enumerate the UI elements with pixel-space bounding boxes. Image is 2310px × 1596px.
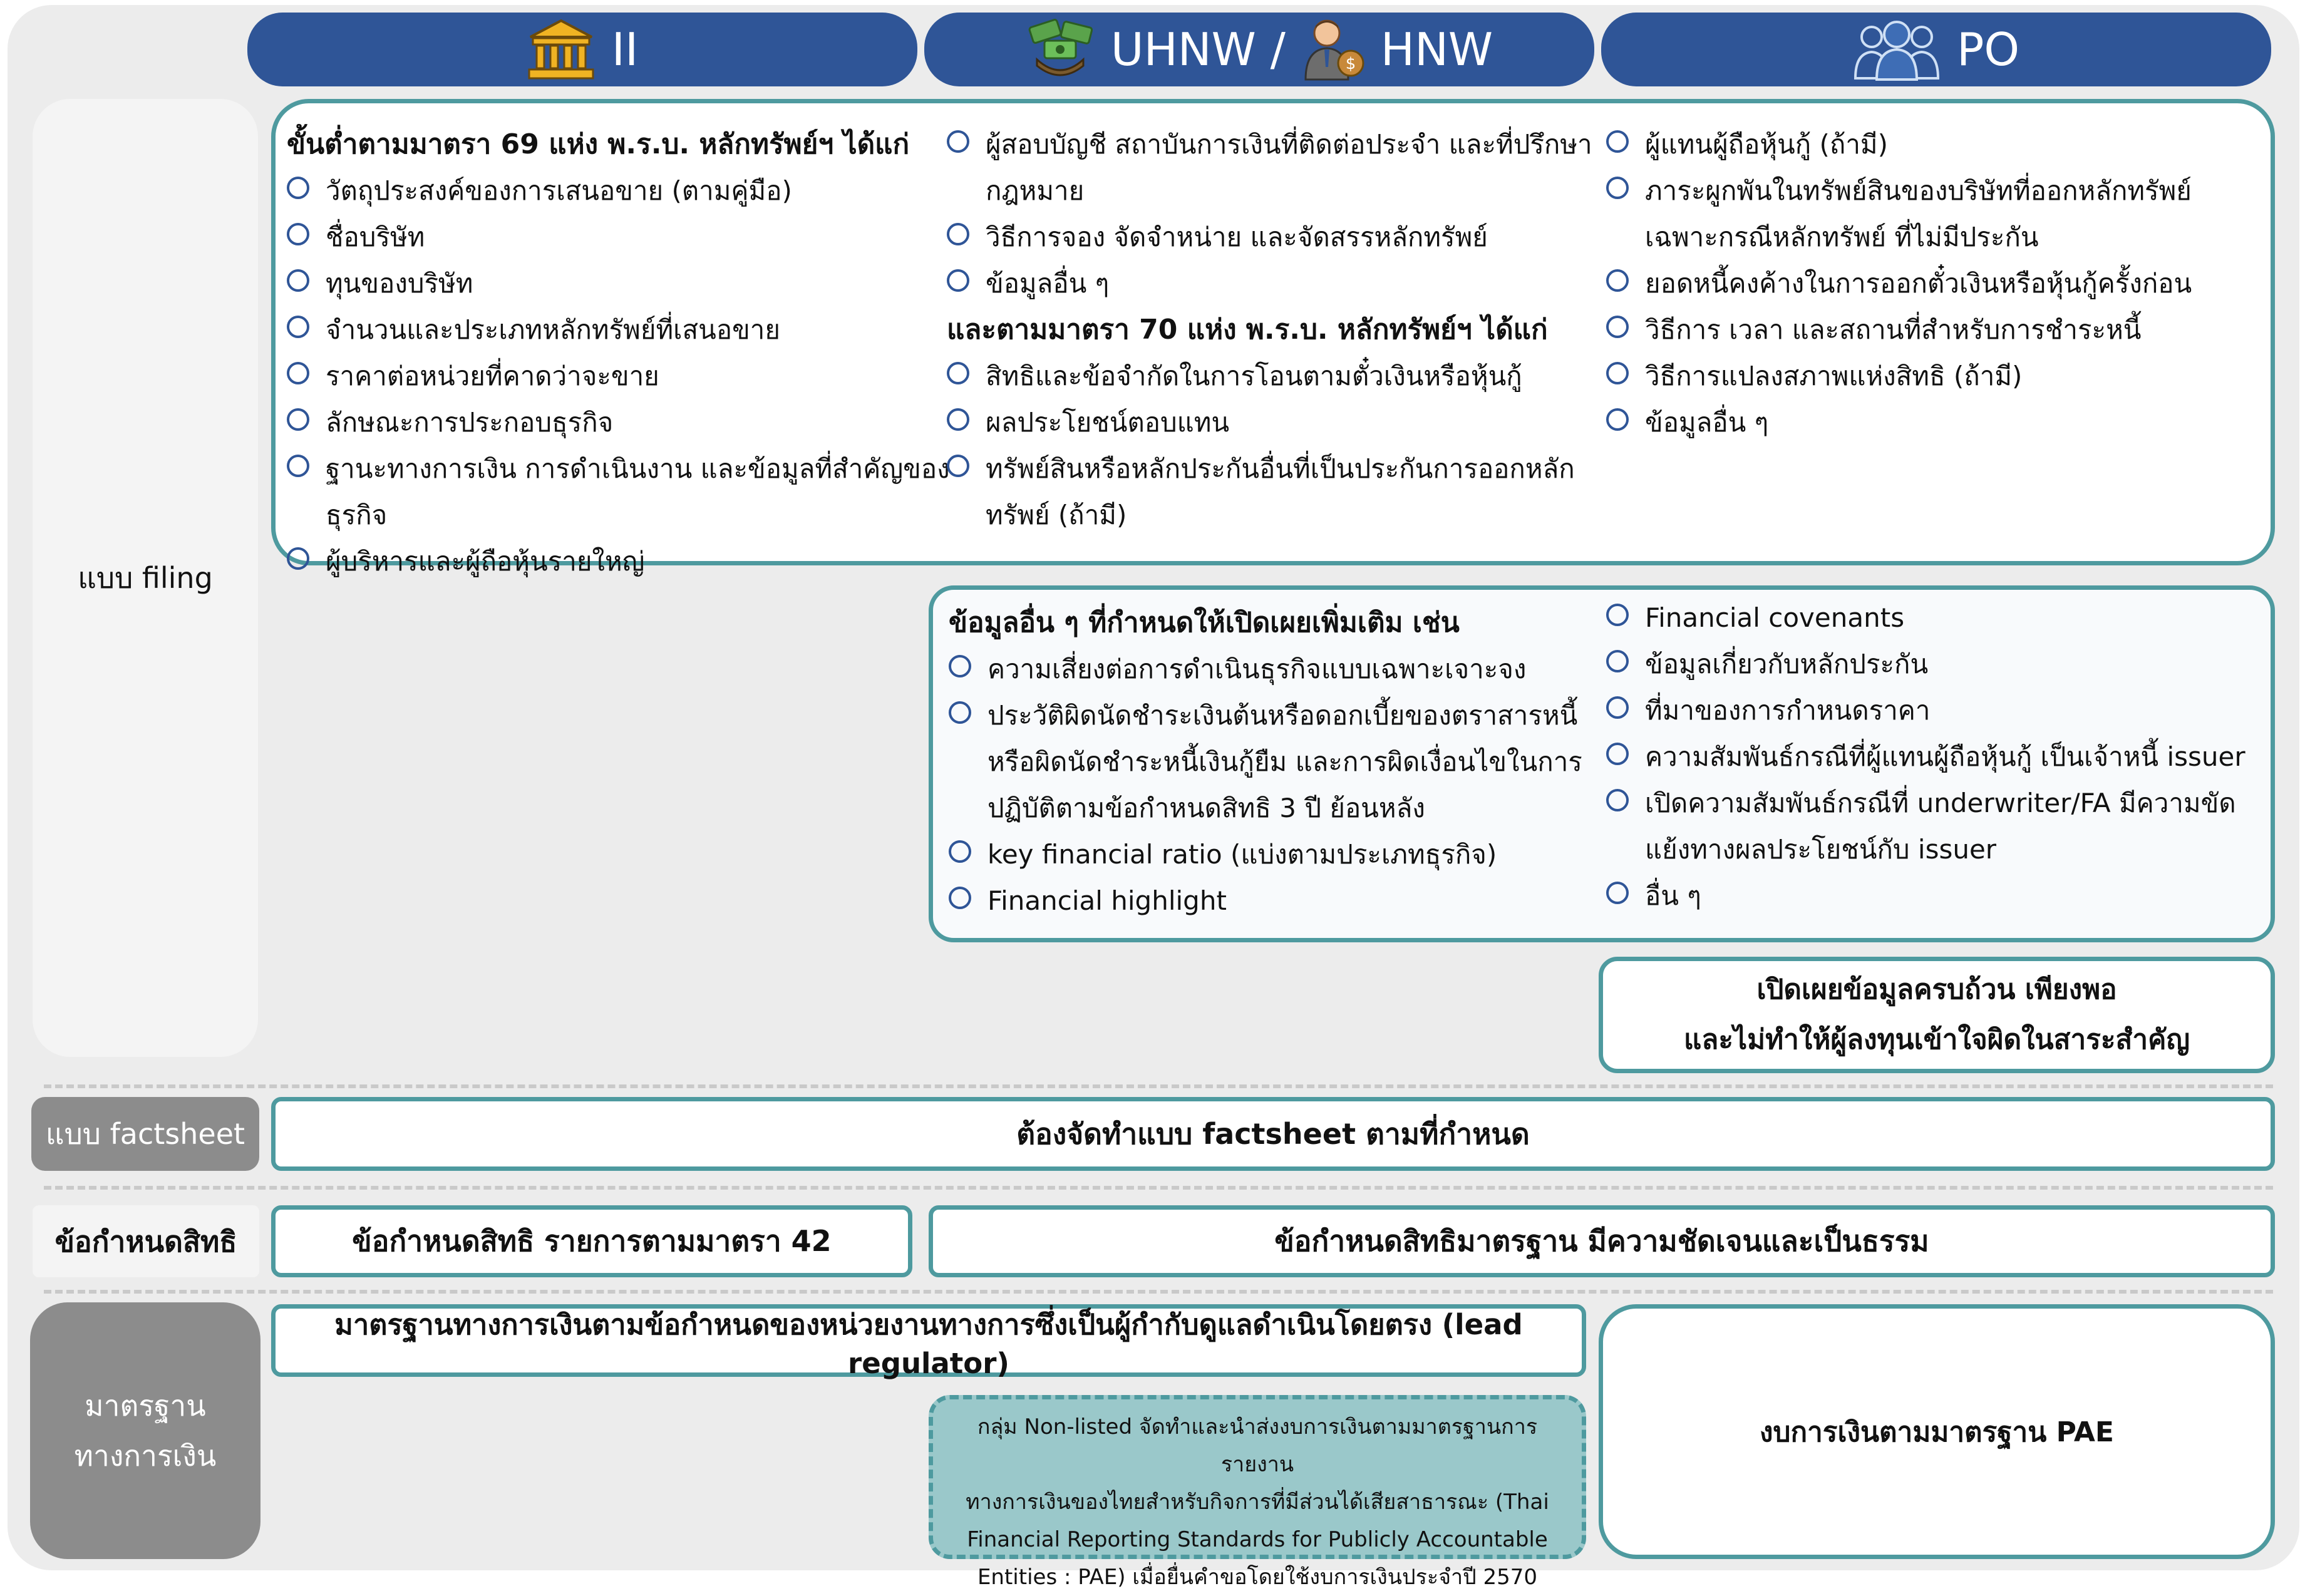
list-item-text: ทรัพย์สินหรือหลักประกันอื่นที่เป็นประกันการออกหลักทรัพย์ (ถ้ามี) bbox=[986, 453, 1575, 530]
circle-bullet-icon bbox=[287, 547, 309, 570]
section-70-list bbox=[947, 353, 1598, 538]
list-item-text: ความสัมพันธ์กรณีที่ผู้แทนผู้ถือหุ้นกู้ เป็นเจ้าหนี้ issuer bbox=[1645, 741, 2246, 772]
extra-left-list bbox=[949, 646, 1594, 924]
factsheet-box bbox=[271, 1097, 2275, 1171]
circle-bullet-icon bbox=[1606, 177, 1629, 199]
finstd-pae-text: งบการเงินตามมาตรฐาน PAE bbox=[1760, 1416, 2114, 1448]
list-item bbox=[287, 260, 951, 307]
circle-bullet-icon bbox=[287, 177, 309, 199]
circle-bullet-icon bbox=[1606, 316, 1629, 338]
list-item-text: ข้อมูลอื่น ๆ bbox=[986, 268, 1110, 299]
list-item bbox=[947, 353, 1598, 399]
note-line: กลุ่ม Non-listed จัดทำและนำส่งงบการเงินตามมาตรฐานการรายงาน bbox=[977, 1414, 1538, 1477]
list-item-text: ภาระผูกพันในทรัพย์สินของบริษัทที่ออกหลักทรัพย์เฉพาะกรณีหลักทรัพย์ ที่ไม่มีประกัน bbox=[1645, 175, 2192, 252]
circle-bullet-icon bbox=[1606, 650, 1629, 672]
list-item bbox=[287, 307, 951, 353]
circle-bullet-icon bbox=[949, 887, 971, 909]
note-line: ทางการเงินของไทยสำหรับกิจการที่มีส่วนได้เสียสาธารณะ (Thai bbox=[966, 1490, 1549, 1515]
filing-extra-right bbox=[1606, 595, 2257, 919]
list-item-text: วิธีการจอง จัดจำหน่าย และจัดสรรหลักทรัพย์ bbox=[986, 222, 1488, 252]
list-item-text: ผู้บริหารและผู้ถือหุ้นรายใหญ่ bbox=[326, 546, 645, 577]
circle-bullet-icon bbox=[1606, 604, 1629, 626]
list-item bbox=[947, 399, 1598, 446]
finstd-lead-text: มาตรฐานทางการเงินตามข้อกำหนดของหน่วยงานทางการซึ่งเป็นผู้กำกับดูแลดำเนินโดยตรง (lead regulator) bbox=[334, 1307, 1523, 1380]
row-label-factsheet-text: แบบ factsheet bbox=[45, 1117, 245, 1151]
header-hnw-label: HNW bbox=[1380, 23, 1493, 76]
factsheet-text: ต้องจัดทำแบบ factsheet ตามที่กำหนด bbox=[1016, 1116, 1530, 1151]
list-item-text: ฐานะทางการเงิน การดำเนินงาน และข้อมูลที่สำคัญของธุรกิจ bbox=[326, 453, 950, 530]
list-item bbox=[1606, 399, 2257, 446]
filing-col-uhnw bbox=[947, 121, 1598, 538]
list-item bbox=[287, 538, 951, 585]
divider bbox=[44, 1290, 2273, 1294]
list-item-text: key financial ratio (แบ่งตามประเภทธุรกิจ) bbox=[987, 839, 1497, 870]
circle-bullet-icon bbox=[287, 269, 309, 292]
row-label-finstd-line1: มาตรฐาน bbox=[85, 1389, 206, 1423]
divider bbox=[44, 1186, 2273, 1190]
list-item bbox=[1606, 641, 2257, 687]
list-item bbox=[947, 446, 1598, 538]
finstd-note-box bbox=[929, 1395, 1586, 1590]
circle-bullet-icon bbox=[287, 362, 309, 384]
list-item-text: ผู้สอบบัญชี สถาบันการเงินที่ติดต่อประจำ และที่ปรึกษากฎหมาย bbox=[986, 129, 1592, 206]
row-label-terms bbox=[33, 1205, 259, 1277]
circle-bullet-icon bbox=[287, 408, 309, 431]
list-item bbox=[287, 353, 951, 399]
po-disclosure-box bbox=[1599, 957, 2275, 1073]
circle-bullet-icon bbox=[947, 130, 969, 153]
list-item bbox=[287, 168, 951, 214]
finstd-pae-box bbox=[1599, 1304, 2275, 1559]
svg-text:$: $ bbox=[1345, 54, 1356, 73]
list-item-text: ผู้แทนผู้ถือหุ้นกู้ (ถ้ามี) bbox=[1645, 129, 1888, 160]
terms-ii-text: ข้อกำหนดสิทธิ รายการตามมาตรา 42 bbox=[352, 1224, 832, 1258]
po-disclosure-line2: และไม่ทำให้ผู้ลงทุนเข้าใจผิดในสาระสำคัญ bbox=[1684, 1024, 2190, 1056]
circle-bullet-icon bbox=[1606, 696, 1629, 719]
circle-bullet-icon bbox=[287, 223, 309, 245]
list-item bbox=[949, 646, 1594, 692]
list-item-text: ข้อมูลเกี่ยวกับหลักประกัน bbox=[1645, 649, 1929, 679]
list-item bbox=[1606, 260, 2257, 307]
circle-bullet-icon bbox=[1606, 130, 1629, 153]
header-uhnw-hnw bbox=[924, 13, 1594, 86]
circle-bullet-icon bbox=[1606, 743, 1629, 765]
bank-icon bbox=[527, 18, 596, 81]
circle-bullet-icon bbox=[947, 408, 969, 431]
note-line: Entities : PAE) เมื่อยื่นคำขอโดยใช้งบการเงินประจำปี 2570 bbox=[977, 1565, 1538, 1590]
list-item bbox=[949, 878, 1594, 924]
list-item bbox=[1606, 121, 2257, 168]
businessman-icon bbox=[1302, 17, 1364, 82]
list-item bbox=[287, 214, 951, 260]
terms-others-text: ข้อกำหนดสิทธิมาตรฐาน มีความชัดเจนและเป็นธรรม bbox=[1274, 1224, 1929, 1258]
list-item-text: ความเสี่ยงต่อการดำเนินธุรกิจแบบเฉพาะเจาะจง bbox=[987, 654, 1527, 684]
header-ii-label: II bbox=[611, 23, 639, 76]
list-item-text: วัตถุประสงค์ของการเสนอขาย (ตามคู่มือ) bbox=[326, 175, 792, 206]
header-ii bbox=[247, 13, 917, 86]
money-icon bbox=[1026, 18, 1095, 81]
list-item bbox=[949, 692, 1594, 831]
list-item-text: ชื่อบริษัท bbox=[326, 222, 425, 252]
section-69-list bbox=[287, 168, 951, 585]
note-line: Financial Reporting Standards for Publicly Accountable bbox=[967, 1527, 1548, 1552]
row-label-filing-text: แบบ filing bbox=[78, 561, 213, 595]
list-item-text: วิธีการแปลงสภาพแห่งสิทธิ (ถ้ามี) bbox=[1645, 361, 2023, 391]
circle-bullet-icon bbox=[1606, 362, 1629, 384]
filing-extra-left bbox=[949, 600, 1594, 924]
circle-bullet-icon bbox=[949, 655, 971, 677]
list-item-text: ที่มาของการกำหนดราคา bbox=[1645, 695, 1931, 726]
circle-bullet-icon bbox=[949, 701, 971, 724]
filing-col-po bbox=[1606, 121, 2257, 446]
row-label-factsheet bbox=[31, 1097, 259, 1171]
circle-bullet-icon bbox=[1606, 269, 1629, 292]
circle-bullet-icon bbox=[947, 223, 969, 245]
list-item bbox=[947, 121, 1598, 214]
row-label-finstd bbox=[30, 1302, 260, 1559]
row-label-finstd-line2: ทางการเงิน bbox=[74, 1439, 217, 1473]
list-item-text: วิธีการ เวลา และสถานที่สำหรับการชำระหนี้ bbox=[1645, 314, 2142, 345]
list-item bbox=[949, 831, 1594, 878]
list-item bbox=[1606, 307, 2257, 353]
circle-bullet-icon bbox=[947, 362, 969, 384]
extra-heading: ข้อมูลอื่น ๆ ที่กำหนดให้เปิดเผยเพิ่มเติม เช่น bbox=[949, 607, 1460, 639]
filing-col-po-list bbox=[1606, 121, 2257, 446]
circle-bullet-icon bbox=[287, 316, 309, 338]
circle-bullet-icon bbox=[1606, 789, 1629, 811]
circle-bullet-icon bbox=[947, 455, 969, 477]
header-uhnw-label: UHNW / bbox=[1110, 23, 1286, 76]
list-item-text: สิทธิและข้อจำกัดในการโอนตามตั๋วเงินหรือหุ้นกู้ bbox=[986, 361, 1522, 391]
list-item-text: จำนวนและประเภทหลักทรัพย์ที่เสนอขาย bbox=[326, 314, 780, 345]
list-item-text: ยอดหนี้คงค้างในการออกตั๋วเงินหรือหุ้นกู้ครั้งก่อน bbox=[1645, 268, 2192, 299]
extra-right-list bbox=[1606, 595, 2257, 919]
list-item bbox=[1606, 734, 2257, 780]
list-item bbox=[1606, 687, 2257, 734]
list-item bbox=[287, 399, 951, 446]
list-item bbox=[947, 260, 1598, 307]
filing-col-ii bbox=[287, 121, 951, 585]
list-item bbox=[1606, 873, 2257, 919]
circle-bullet-icon bbox=[1606, 408, 1629, 431]
circle-bullet-icon bbox=[287, 455, 309, 477]
header-po-label: PO bbox=[1956, 23, 2020, 76]
po-disclosure-line1: เปิดเผยข้อมูลครบถ้วน เพียงพอ bbox=[1756, 974, 2117, 1006]
filing-col-uhnw-list-a bbox=[947, 121, 1598, 307]
circle-bullet-icon bbox=[947, 269, 969, 292]
header-po bbox=[1601, 13, 2271, 86]
list-item bbox=[1606, 595, 2257, 641]
circle-bullet-icon bbox=[949, 840, 971, 863]
list-item-text: ข้อมูลอื่น ๆ bbox=[1645, 407, 1769, 438]
list-item-text: Financial highlight bbox=[987, 885, 1227, 916]
circle-bullet-icon bbox=[1606, 882, 1629, 904]
list-item bbox=[947, 214, 1598, 260]
row-label-filing bbox=[33, 99, 258, 1057]
people-icon bbox=[1853, 18, 1941, 81]
terms-ii-box bbox=[271, 1205, 912, 1277]
row-label-terms-text: ข้อกำหนดสิทธิ bbox=[54, 1224, 237, 1259]
list-item bbox=[1606, 353, 2257, 399]
list-item-text: ประวัติผิดนัดชำระเงินต้นหรือดอกเบี้ยของตราสารหนี้ หรือผิดนัดชำระหนี้เงินกู้ยืม และการผิดเงื่อนไขในการปฏิบัติตามข้อกำหนดสิทธิ 3 ปี ย้อนหลัง bbox=[987, 700, 1582, 823]
finstd-lead-box bbox=[271, 1304, 1586, 1380]
list-item-text: ราคาต่อหน่วยที่คาดว่าจะขาย bbox=[326, 361, 659, 391]
section-69-heading: ขั้นต่ำตามมาตรา 69 แห่ง พ.ร.บ. หลักทรัพย์ฯ ได้แก่ bbox=[287, 128, 910, 160]
list-item bbox=[1606, 168, 2257, 260]
divider bbox=[44, 1084, 2273, 1088]
section-70-heading: และตามมาตรา 70 แห่ง พ.ร.บ. หลักทรัพย์ฯ ได้แก่ bbox=[947, 314, 1548, 346]
list-item-text: Financial covenants bbox=[1645, 602, 1905, 633]
list-item-text: ผลประโยชน์ตอบแทน bbox=[986, 407, 1230, 438]
list-item bbox=[287, 446, 951, 538]
list-item-text: ลักษณะการประกอบธุรกิจ bbox=[326, 407, 614, 438]
list-item bbox=[1606, 780, 2257, 873]
list-item-text: เปิดความสัมพันธ์กรณีที่ underwriter/FA มีความขัดแย้งทางผลประโยชน์กับ issuer bbox=[1645, 788, 2236, 865]
list-item-text: ทุนของบริษัท bbox=[326, 268, 473, 299]
list-item-text: อื่น ๆ bbox=[1645, 880, 1701, 911]
terms-others-box bbox=[929, 1205, 2275, 1277]
finstd-note-lines bbox=[958, 1408, 1557, 1596]
